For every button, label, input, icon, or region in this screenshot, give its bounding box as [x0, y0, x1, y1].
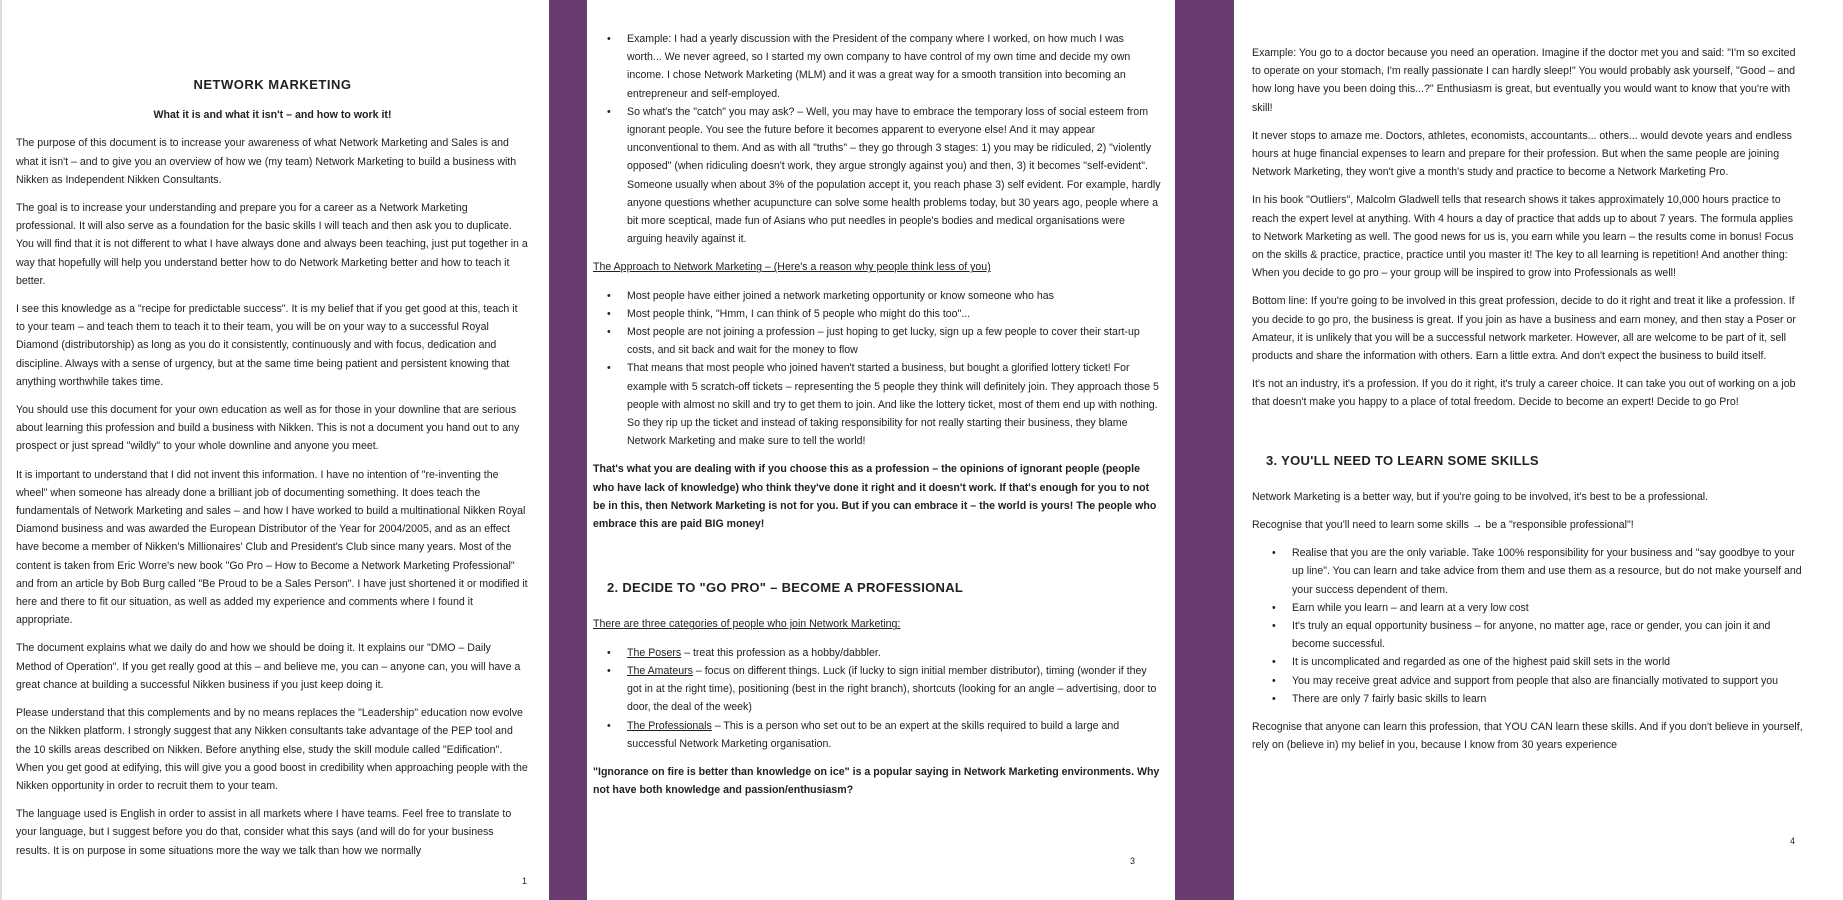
- categories-list: [593, 644, 1161, 753]
- bullet-list: [593, 287, 1161, 451]
- list-item: [593, 662, 1161, 717]
- document-title: NETWORK MARKETING: [193, 77, 352, 92]
- category-term: The Professionals: [627, 719, 712, 732]
- section-heading: 2. DECIDE TO "GO PRO" – BECOME A PROFESSIONAL: [607, 580, 964, 596]
- paragraph: Bottom line: If you're going to be involved in this great profession, decide to do it right and treat it like a profession. If you decide to go pro, the business is great. If you join as have a business and earn money, and then stay a Poser or Amateur, it is unlikely that you will be a successful network marketer. However, all are welcome to be part of it, sell products and share the information with others. Earn a little extra. And don't expect the business to build itself.: [1252, 295, 1796, 363]
- paragraph: It's not an industry, it's a profession. If you do it right, it's truly a career choice. It can take you out of working on a job that doesn't make you happy to a place of total freedom. Decide to become an expert! Decide to go Pro!: [1252, 378, 1796, 409]
- page-separator: [549, 0, 587, 900]
- paragraph: The language used is English in order to assist in all markets where I have teams. Feel free to translate to your language, but I suggest before you do that, consider what this says (and will do for your business results. It is on purpose in some situations more the way we talk than how we normally: [16, 808, 512, 857]
- paragraph: The document explains what we daily do and how we should be doing it. It explains our "DMO – Daily Method of Operation". If you get really good at this – and believe me, you can – anyone can, you will have a great chance at building a successful Nikken business if you just keep doing it.: [16, 642, 521, 691]
- paragraph: Recognise that you'll need to learn some skills → be a "responsible professional"!: [1252, 519, 1634, 532]
- bold-paragraph: That's what you are dealing with if you choose this as a profession – the opinions of ignorant people (people who have lack of knowledge) who think they've done it right and it doesn't work. If that's enough for you to not be in this, then Network Marketing is not for you. But if you can embrace it – the world is yours! The people who embrace this are paid BIG money!: [593, 463, 1157, 531]
- document-page-1: [0, 0, 549, 900]
- category-text: – This is a person who set out to be an expert at the skills required to build a large and successful Network Marketing organisation.: [627, 719, 1120, 750]
- document-page-4: [1234, 0, 1843, 900]
- list-item: • Most people think, "Hmm, I can think of 5 people who might do this too"...: [593, 305, 1161, 323]
- paragraph: It never stops to amaze me. Doctors, athletes, economists, accountants... others... would devote years and endless hours at huge financial expenses to learn and prepare for their profession. But when the same people are joining Network Marketing, they won't give a month's study and practice to become a Network Marketing Pro.: [1252, 129, 1792, 179]
- list-item: • Realise that you are the only variable. Take 100% responsibility for your business and "say goodbye to your up line". You can learn and take advice from them and use them as a resource, but do not make yourself and your success dependent of them.: [1252, 544, 1803, 599]
- list-item: • Most people are not joining a profession – just hoping to get lucky, sign up a few people to cover their start-up costs, and sit back and wait for the money to flow: [593, 323, 1161, 359]
- category-term: The Amateurs: [627, 664, 693, 677]
- paragraph: The purpose of this document is to increase your awareness of what Network Marketing and Sales is and what it isn't – and to give you an overview of how we (my team) Network Marketing to build a business with Nikken as Independent Nikken Consultants.: [16, 137, 517, 186]
- list-item: • It's truly an equal opportunity business – for anyone, no matter age, race or gender, you can join it and become successful.: [1252, 617, 1803, 653]
- category-text: – treat this profession as a hobby/dabbler.: [681, 646, 881, 659]
- list-item: • So what's the "catch" you may ask? – Well, you may have to embrace the temporary loss of social esteem from ignorant people. You see the future before it becomes apparent to everyone else! And it may appear unconventional to them. And as with all "truths" – they go through 3 stages: 1) you may be ridiculed, 2) "violently opposed" (when ridiculing doesn't work, they argue strongly against you) and then, 3) it becomes "self-evident". Someone usually when about 3% of the population accept it, you reach phase 3) self evident. For example, hardly anyone questions whether acupuncture can solve some health problems today, but 30 years ago, people where a bit more sceptical, made fun of Asians who put needles in people's bodies and medical organisations were arguing heavily against it.: [593, 103, 1161, 249]
- bullet-list: [593, 30, 1161, 248]
- section-heading: 3. YOU'LL NEED TO LEARN SOME SKILLS: [1266, 452, 1539, 468]
- category-term: The Posers: [627, 646, 682, 659]
- list-item: • Earn while you learn – and learn at a very low cost: [1252, 599, 1803, 617]
- list-item: • There are only 7 fairly basic skills to learn: [1252, 690, 1803, 708]
- page-number: 4: [1789, 835, 1795, 846]
- page-separator: [1175, 0, 1234, 900]
- paragraph: Network Marketing is a better way, but if you're going to be involved, it's best to be a professional.: [1252, 490, 1709, 503]
- paragraph: I see this knowledge as a "recipe for predictable success". It is my belief that if you get good at this, teach it to your team – and teach them to teach it to their team, you will be on your way to a successful Royal Diamond (distributorship) as long as you do it consistently, continuously and with focus, dedication and discipline. Always with a sense of urgency, but at the same time being patient and persistent knowing that anything worthwhile takes time.: [16, 303, 518, 388]
- list-item: • Most people have either joined a network marketing opportunity or know someone who has: [593, 287, 1161, 305]
- categories-heading: There are three categories of people who join Network Marketing:: [593, 618, 901, 631]
- closing-paragraph: "Ignorance on fire is better than knowledge on ice" is a popular saying in Network Marketing environments. Why not have both knowledge and passion/enthusiasm?: [593, 765, 1160, 797]
- page-number: 1: [521, 875, 527, 886]
- category-text: – focus on different things. Luck (if lucky to sign initial member distributor), timing (wonder if they got in at the right time), positioning (best in the right branch), shortcuts (looking for an angle – advertising, door to door, the deal of the week): [627, 664, 1157, 714]
- paragraph: It is important to understand that I did not invent this information. I have no intention of "re-inventing the wheel" when someone has already done a brilliant job of documenting something. It does teach the fundamentals of Network Marketing and sales – and how I have worked to build a multinational Nikken Royal Diamond business and was awarded the European Distributor of the Year for 2004/2005, and as an effect have become a member of Nikken's Millionaires' Club and President's Club since many years. Most of the content is taken from Eric Worre's new book "Go Pro – How to Become a Network Marketing Professional" and from an article by Bob Burg called "Be Proud to be a Sales Person". I have just shortened it or modified it here and there to fit our situation, as well as added my experience and comments where I found it appropriate.: [16, 468, 528, 627]
- document-page-3: [587, 0, 1175, 900]
- paragraph: Recognise that anyone can learn this profession, that YOU CAN learn these skills. And if you don't believe in yourself, rely on (believe in) my belief in you, because I know from 30 years experience: [1252, 721, 1803, 752]
- approach-heading: The Approach to Network Marketing – (Here's a reason why people think less of you): [593, 261, 991, 274]
- document-subtitle: What it is and what it isn't – and how to work it!: [153, 109, 392, 122]
- list-item: • Example: I had a yearly discussion with the President of the company where I worked, on how much I was worth... We never agreed, so I started my own company to have control of my own time and decide my own income. I chose Network Marketing (MLM) and it was a great way for a smooth transition into becoming an entrepreneur and self-employed.: [593, 30, 1161, 103]
- paragraph: The goal is to increase your understanding and prepare you for a career as a Network Marketing professional. It will also serve as a foundation for the basic skills I will teach and then ask you to duplicate. You will find that it is not different to what I have always done and always been teaching, just put together in a way that hopefully will help you understand better how to do Network Marketing better and how to teach it better.: [16, 202, 528, 287]
- list-item: • It is uncomplicated and regarded as one of the highest paid skill sets in the world: [1252, 653, 1803, 671]
- bullet-list: [1252, 544, 1803, 708]
- list-item: [593, 644, 1161, 662]
- list-item: • You may receive great advice and support from people that also are financially motivated to support you: [1252, 672, 1803, 690]
- list-item: • That means that most people who joined haven't started a business, but bought a glorified lottery ticket! For example with 5 scratch-off tickets – representing the 5 people they think will definitely join. They approach those 5 people with almost no skill and try to get them to join. And like the lottery ticket, most of them end up with nothing. So they rip up the ticket and instead of taking responsibility for not really starting their business, they blame Network Marketing and make sure to tell the world!: [593, 359, 1161, 450]
- paragraph: In his book "Outliers", Malcolm Gladwell tells that research shows it takes approximately 10,000 hours practice to reach the expert level at anything. With 4 hours a day of practice that adds up to about 7 years. The formula applies to Network Marketing as well. The good news for us is, you earn while you learn – the results come in bonus! Focus on the skills & practice, practice, practice until you master it! The key to all learning is repetition! And another thing: When you decide to go pro – your group will be inspired to grow into Professionals as well!: [1252, 194, 1794, 280]
- paragraph: Example: You go to a doctor because you need an operation. Imagine if the doctor met you and said: "I'm so excited to operate on your stomach, I'm really passionate I can hardly sleep!" You would probably ask yourself, "Good – and how long have you been doing this...?" Enthusiasm is great, but eventually you would want to know that you're with skill!: [1252, 47, 1796, 114]
- paragraph: You should use this document for your own education as well as for those in your downline that are serious about learning this profession and build a business with Nikken. This is not a document you hand out to any prospect or just spread "wildly" to your whole downline and anyone you meet.: [16, 404, 520, 453]
- page-number: 3: [1129, 855, 1135, 866]
- paragraph: Please understand that this complements and by no means replaces the "Leadership" education now evolve on the Nikken platform. I strongly suggest that any Nikken consultants take advantage of the PEP tool and the 10 skills areas described on Nikken. Before anything else, study the skill module called "Edification". When you get good at edifying, this will give you a good boost in credibility when approaching people with the Nikken opportunity in order to recruit them to your team.: [16, 707, 528, 792]
- list-item: [593, 717, 1161, 753]
